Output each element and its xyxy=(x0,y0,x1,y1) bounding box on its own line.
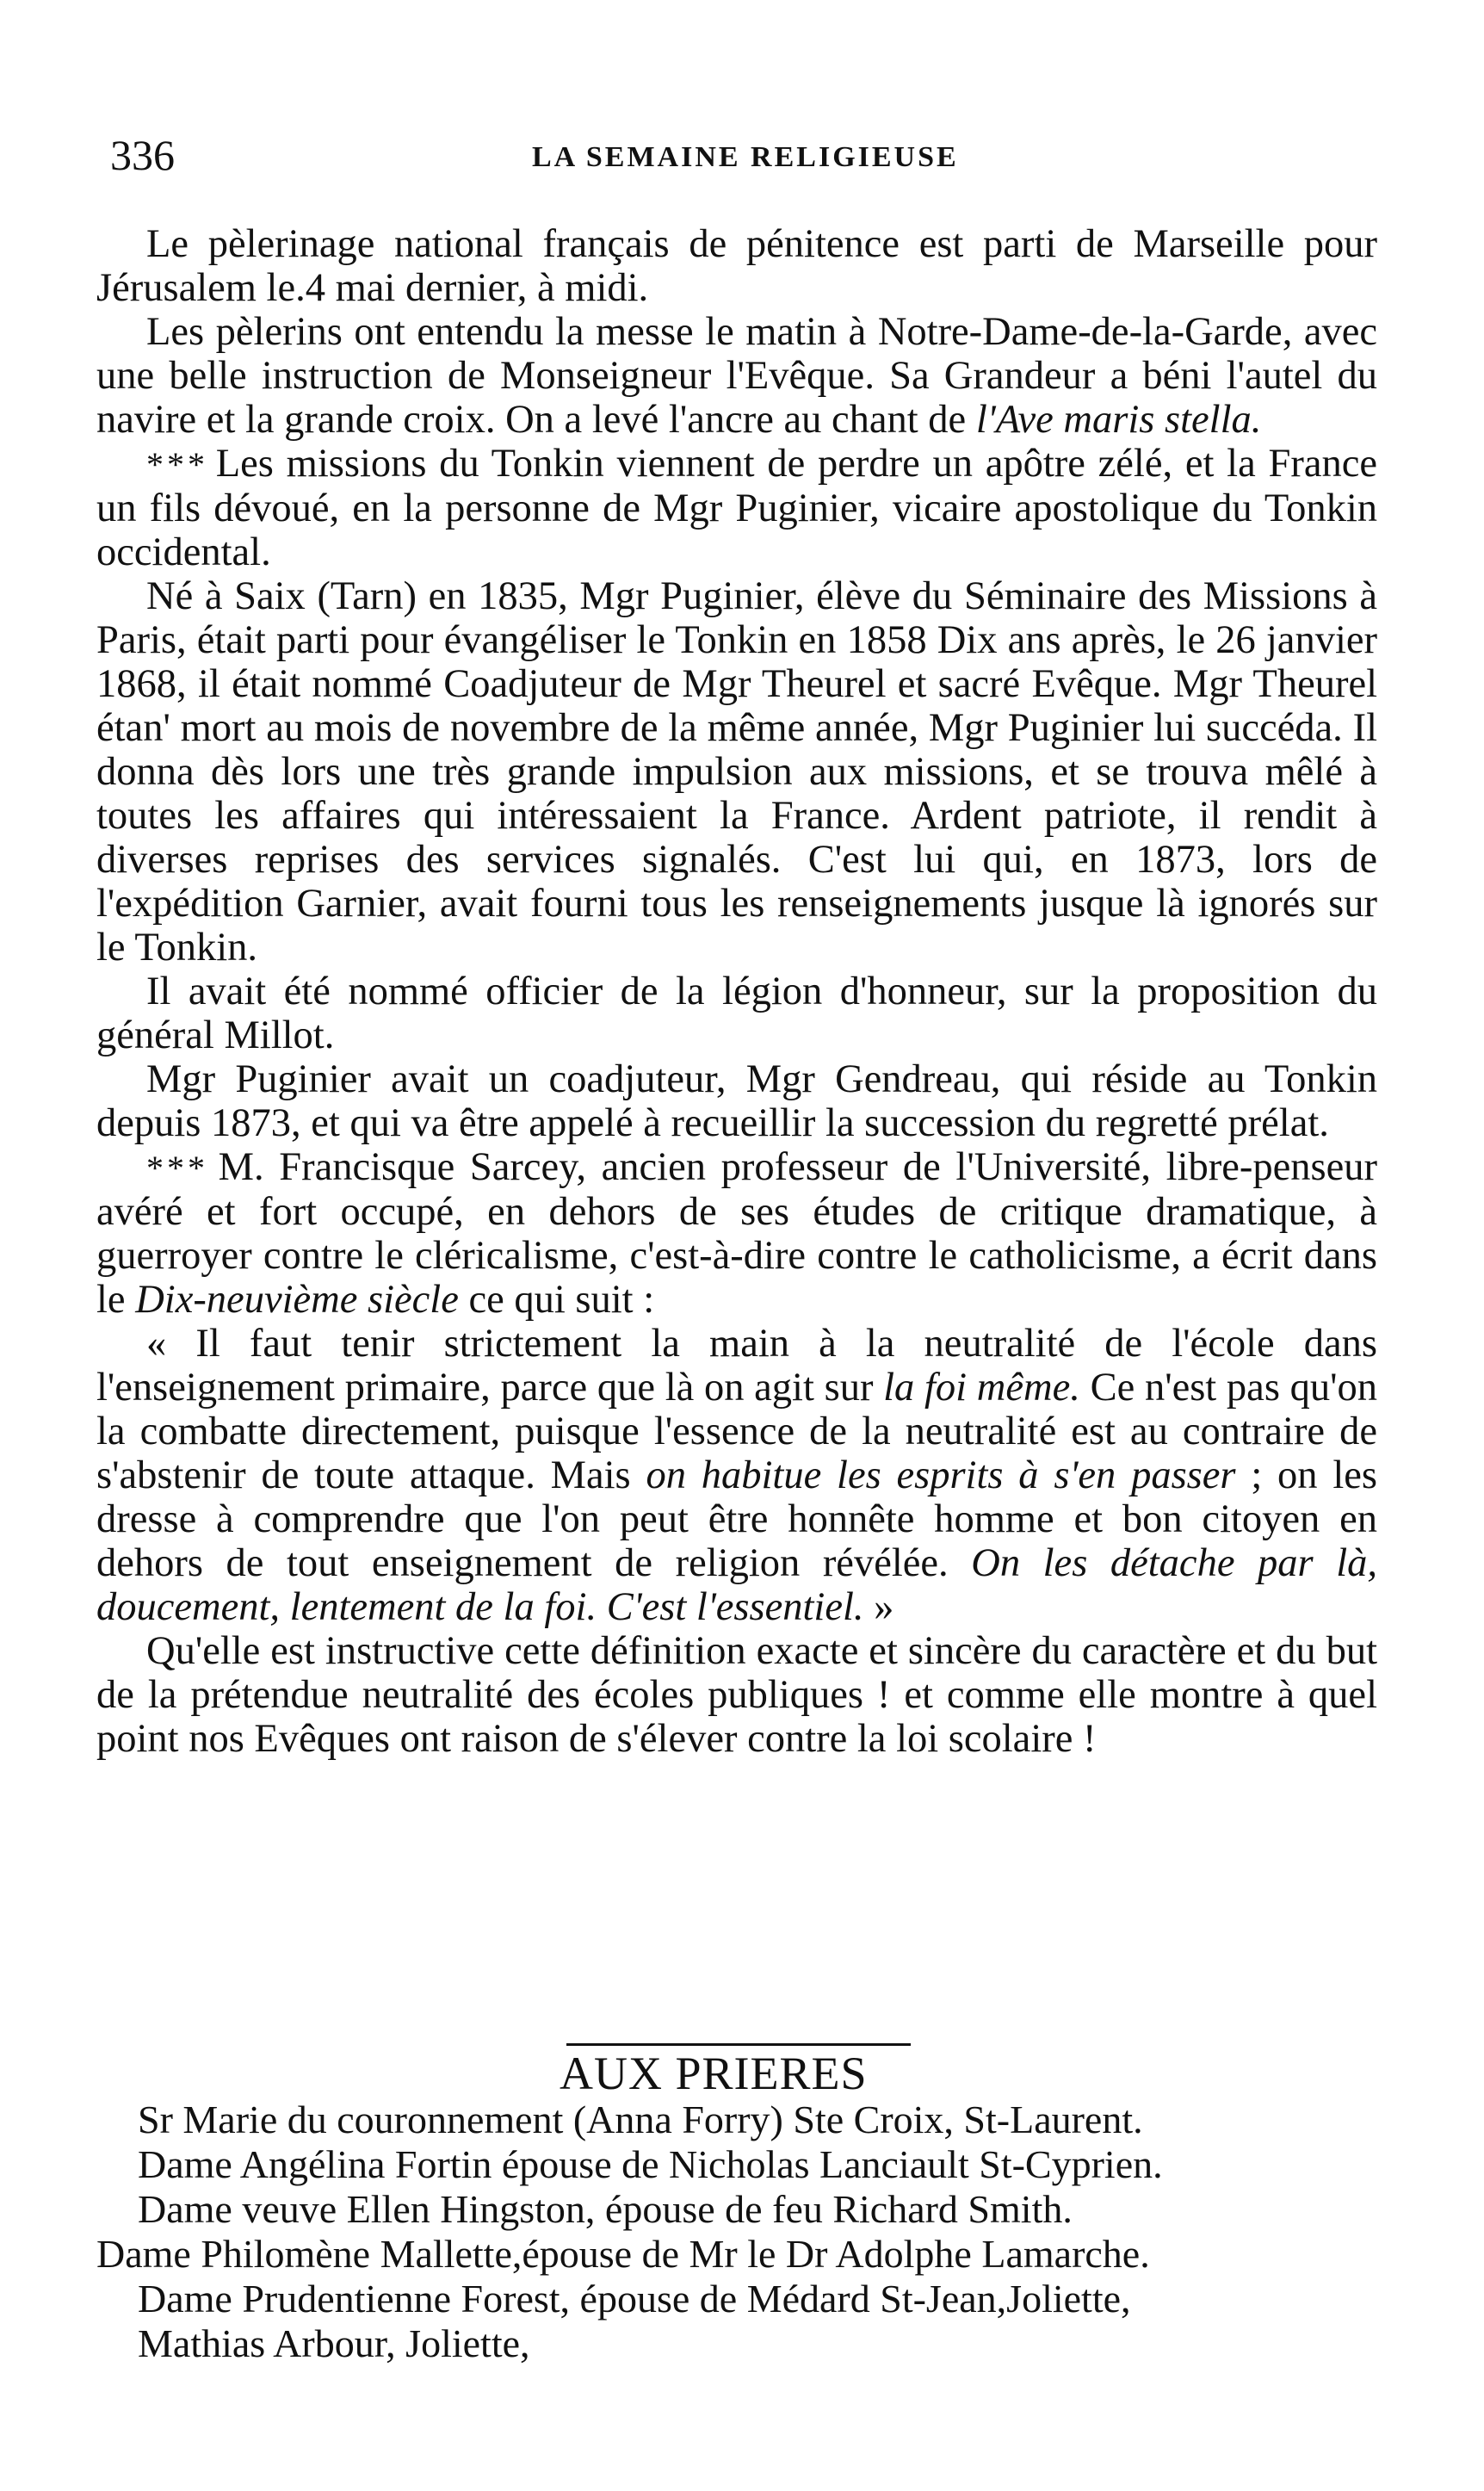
paragraph-coadjuteur xyxy=(96,1057,1377,1145)
prayer-item: Sr Marie du couronnement (Anna Forry) Ste Croix, St-Laurent. xyxy=(138,2098,1143,2141)
paragraph-text: ce qui suit : xyxy=(458,1278,655,1322)
paragraph-text: Il avait été nommé officier de la légion d'honneur, sur la proposition du général Millot. xyxy=(96,970,1377,1057)
paragraph-mass xyxy=(96,310,1377,442)
paragraph-tonkin-missions xyxy=(96,442,1377,574)
paragraph-text: Les missions du Tonkin viennent de perdre un apôtre zélé, et la France un fils dévoué, en la personne de Mgr Puginier, vicaire apostolique du Tonkin occidental. xyxy=(96,442,1377,574)
paragraph-text: » xyxy=(863,1585,894,1629)
prayer-item: Dame veuve Ellen Hingston, épouse de feu Richard Smith. xyxy=(138,2187,1073,2231)
prayer-item: Mathias Arbour, Joliette, xyxy=(138,2321,530,2365)
paragraph-italic: Dix-neuvième siècle xyxy=(135,1278,459,1322)
paragraph-italic: l'Ave maris stella. xyxy=(975,398,1262,442)
prayer-item: Dame Angélina Fortin épouse de Nicholas Lanciault St-Cyprien. xyxy=(138,2142,1163,2186)
paragraph-text: Le pèlerinage national français de pénitence est parti de Marseille pour Jérusalem le.4 mai dernier, à midi. xyxy=(96,222,1377,310)
paragraph-text: « Il faut tenir strictement la main à la neutralité de l'école dans l'enseignement primaire, parce que là on agit sur xyxy=(96,1322,1377,1410)
paragraph-sarcey xyxy=(96,1145,1377,1322)
asterism: * * * xyxy=(146,1149,204,1187)
article-body xyxy=(96,222,1377,1761)
prayer-item: Dame Philomène Mallette,épouse de Mr le Dr Adolphe Lamarche. xyxy=(96,2232,1150,2276)
page-header xyxy=(110,129,1376,181)
paragraph-quote xyxy=(96,1322,1377,1629)
paragraph-text: Les pèlerins ont entendu la messe le matin à Notre-Dame-de-la-Garde, avec une belle instruction de Monseigneur l'Evêque. Sa Grandeur a béni l'autel du navire et la grande croix. On a levé l'ancre au chant de xyxy=(96,310,1377,442)
paragraph-text: ; on les dresse à comprendre que l'on peut être honnête homme et bon citoyen en dehors de tout enseignement de religion révélée. xyxy=(96,1453,1377,1585)
running-title: LA SEMAINE RELIGIEUSE xyxy=(532,141,959,173)
paragraph-text: Qu'elle est instructive cette définition exacte et sincère du caractère et du but de la prétendue neutralité des écoles publiques ! et comme elle montre à quel point nos Evêques ont raison de s'élever contre la loi scolaire ! xyxy=(96,1629,1377,1761)
prayer-item: Dame Prudentienne Forest, épouse de Médard St-Jean,Joliette, xyxy=(138,2277,1131,2321)
paragraph-pilgrimage xyxy=(96,222,1377,310)
section-title: AUX PRIERES xyxy=(560,2048,868,2099)
paragraph-legion-honneur xyxy=(96,970,1377,1057)
paragraph-text: Mgr Puginier avait un coadjuteur, Mgr Gendreau, qui réside au Tonkin depuis 1873, et qui va être appelé à recueillir la succession du regretté prélat. xyxy=(96,1057,1377,1145)
section-divider xyxy=(566,2043,911,2046)
paragraph-text: Ce n'est pas qu'on la combatte directement, puisque l'essence de la neutralité est au contraire de s'abstenir de toute attaque. Mais xyxy=(96,1366,1377,1497)
paragraph-text: Né à Saix (Tarn) en 1835, Mgr Puginier, élève du Séminaire des Missions à Paris, était parti pour évangéliser le Tonkin en 1858 Dix ans après, le 26 janvier 1868, il était nommé Coadjuteur de Mgr Theurel et sacré Evêque. Mgr Theurel étan' mort au mois de novembre de la même année, Mgr Puginier lui succéda. Il donna dès lors une très grande impulsion aux missions, et se trouva mêlé à toutes les affaires qui intéressaient la France. Ardent patriote, il rendit à diverses reprises des services signalés. C'est lui qui, en 1873, lors de l'expédition Garnier, avait fourni tous les renseignements jusque là ignorés sur le Tonkin. xyxy=(96,574,1377,970)
paragraph-text: M. Francisque Sarcey, ancien professeur de l'Université, libre-penseur avéré et fort occupé, en dehors de ses études de critique dramatique, à guerroyer contre le cléricalisme, c'est-à-dire contre le catholicisme, a écrit dans le xyxy=(96,1145,1377,1322)
paragraph-italic: On les détache par là, doucement, lentement de la foi. C'est l'essentiel. xyxy=(96,1541,1377,1629)
asterism: * * * xyxy=(146,445,204,484)
paragraph-italic: on habitue les esprits à s'en passer xyxy=(646,1453,1236,1497)
page-number: 336 xyxy=(110,131,175,179)
prayers-list xyxy=(96,2098,1377,2366)
paragraph-italic: la foi même. xyxy=(883,1366,1080,1410)
paragraph-puginier-bio xyxy=(96,574,1377,970)
paragraph-conclusion xyxy=(96,1629,1377,1761)
